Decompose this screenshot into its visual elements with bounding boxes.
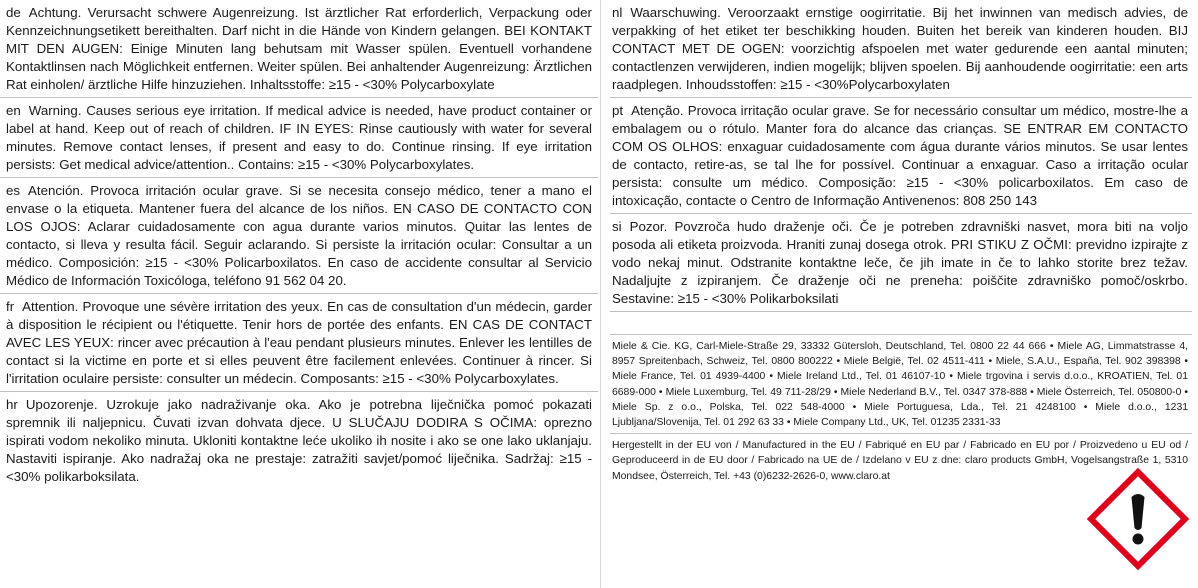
manufacturer-contacts: Miele & Cie. KG, Carl-Miele-Straße 29, 33332 Gütersloh, Deutschland, Tel. 0800 22 44 666 • Miele AG, Limmatstrasse 4, 8957 Spreitenbach, Schweiz, Tel. 0800 800222 • Miele België, Tel. 02 4511-411 • Miele, S.A.U., España, Tel. 902 398398 • Miele France, Tel. 01 4939-4400 • Miele Ireland Ltd., Tel. 01 46107-10 • Miele trgovina i servis d.o.o., KROATIEN, Tel. 01 6689-000 • Miele Luxemburg, Tel. 49 711-28/29 • Miele Nederland B.V., Tel. 0347 378-888 • Miele Österreich, Tel. 050800-0 • Miele Sp. z o.o., Polska, Tel. 022 548-4000 • Miele Portuguesa, Lda., Tel. 21 4248100 • Miele d.o.o., 1231 Ljubljana/Slovenija, Tel. 01 292 63 33 • Miele Company Ltd., UK, Tel. 01235 2331-33 [610, 335, 1192, 434]
warning-block-si [610, 214, 1192, 312]
producer-info: Hergestellt in der EU von / Manufactured in the EU / Fabriqué en EU par / Fabricado en EU por / Proizvedeno u EU od / Geproduceerd in de EU door / Fabricado na UE de / Izdelano v EU z dne: claro products GmbH, Vogelsangstraße 1, 5310 Mondsee, Österreich, Tel. +43 (0)6232-2626-0, www.claro.at [612, 440, 1188, 482]
warning-text: Pozor. Povzroča hudo draženje oči. Če je potreben zdravniški nasvet, mora biti na voljo posoda ali etiketa proizvoda. Hraniti zunaj dosega otrok. PRI STIKU Z OČMI: previdno izpirajte z vodo nekaj minut. Odstranite kontaktne leče, če jih imate in če to lahko storite brez težav. Nadaljujte z izpiranjem. Če draženje oči ne preneha: poiščite zdravniško pomoč/oskrbo. Sestavine: ≥15 - <30% Polikarboksilati [612, 219, 1188, 306]
warning-text: Achtung. Verursacht schwere Augenreizung. Ist ärztlicher Rat erforderlich, Verpackung oder Kennzeichnungsetikett bereithalten. Darf nicht in die Hände von Kindern gelangen. BEI KONTAKT MIT DEN AUGEN: Einige Minuten lang behutsam mit Wasser spülen. Eventuell vorhandene Kontaktlinsen nach Möglichkeit entfernen. Weiter spülen. Bei anhaltender Augenreizung: Ärztlichen Rat einholen/ ärztliche Hilfe hinzuziehen. Inhaltsstoffe: ≥15 - <30% Polycarboxylate [6, 5, 592, 92]
warning-block-es [0, 178, 598, 294]
warning-text: Atención. Provoca irritación ocular grave. Si se necesita consejo médico, tener a mano el envase o la etiqueta. Mantener fuera del alcance de los niños. EN CASO DE CONTACTO CON LOS OJOS: Aclarar cuidadosamente con agua durante varios minutos. Quitar las lentes de contacto, si lleva y resulta fácil. Seguir aclarando. Si persiste la irritación ocular: Consultar a un médico. Composición: ≥15 - <30% Policarboxilatos. En caso de accidente consultar al Servicio Médico de Información Toxicóloga, teléfono 91 562 04 20. [6, 183, 592, 288]
language-code: fr [6, 299, 15, 314]
left-column [0, 0, 598, 489]
warning-block-pt [610, 98, 1192, 214]
language-code: en [6, 103, 21, 118]
language-code: nl [612, 5, 623, 20]
language-code: es [6, 183, 21, 198]
warning-block-de [0, 0, 598, 98]
warning-text: Warning. Causes serious eye irritation. If medical advice is needed, have product container or label at hand. Keep out of reach of children. IF IN EYES: Rinse cautiously with water for several minutes. Remove contact lenses, if present and easy to do. Continue rinsing. If eye irritation persists: Get medical advice/attention.. Contains: ≥15 - <30% Polycarboxylates. [6, 103, 592, 172]
warning-block-fr [0, 294, 598, 392]
warning-text: Upozorenje. Uzrokuje jako nadraživanje oka. Ako je potrebna liječnička pomoć pokazati spremnik ili naljepnicu. Čuvati izvan dohvata djece. U SLUČAJU DODIRA S OČIMA: oprezno ispirati vodom nekoliko minuta. Ukloniti kontaktne leće ukoliko ih nosite i ako se one lako uklanjaju. Nastaviti ispiranje. Ako nadražaj oka ne prestaje: zatražiti savjet/pomoć liječnika. Sadržaj: ≥15 - <30% polikarboksilata. [6, 397, 592, 484]
ghs-hazard-pictogram [1085, 466, 1191, 572]
exclamation-mark-icon [1085, 466, 1191, 572]
language-code: si [612, 219, 622, 234]
column-divider [600, 0, 601, 588]
warning-block-en [0, 98, 598, 178]
warning-block-nl [610, 0, 1192, 98]
warning-text: Waarschuwing. Veroorzaakt ernstige oogirritatie. Bij het inwinnen van medisch advies, de verpakking of het etiket ter beschikking houden. Buiten het bereik van kinderen houden. BIJ CONTACT MET DE OGEN: voorzichtig afspoelen met water gedurende een aantal minuten; contactlenzen verwijderen, indien mogelijk; blijven spoelen. Bij aanhoudende oogirritatie: een arts raadplegen. Inhoudsstoffen: ≥15 - <30%Polycarboxylaten [612, 5, 1188, 92]
language-code: pt [612, 103, 624, 118]
warning-text: Attention. Provoque une sévère irritation des yeux. En cas de consultation d'un médecin, garder à disposition le récipient ou l'étiquette. Tenir hors de portée des enfants. EN CAS DE CONTACT AVEC LES YEUX: rincer avec précaution à l'eau pendant plusieurs minutes. Enlever les lentilles de contact si la victime en porte et si elles peuvent être facilement enlevées. Continuer à rincer. Si l'irritation oculaire persiste: consulter un médecin. Composants: ≥15 - <30% Polycarboxylates. [6, 299, 592, 386]
warning-block-hr [0, 392, 598, 489]
exclamation-dot [1133, 534, 1144, 545]
section-divider [610, 312, 1192, 335]
warning-text: Atenção. Provoca irritação ocular grave. Se for necessário consultar um médico, mostre-lhe a embalagem ou o rótulo. Manter fora do alcance das crianças. SE ENTRAR EM CONTACTO COM OS OLHOS: enxaguar cuidadosamente com água durante vários minutos. Se usar lentes de contacto, retire-as, se tal lhe for possível. Continuar a enxaguar. Caso a irritação ocular persista: consulte um médico. Composição: ≥15 - <30% policarboxilatos. Em caso de intoxicação, contacte o Centro de Informação Antivenenos: 808 250 143 [612, 103, 1188, 208]
language-code: de [6, 5, 21, 20]
language-code: hr [6, 397, 18, 412]
right-column [610, 0, 1192, 487]
